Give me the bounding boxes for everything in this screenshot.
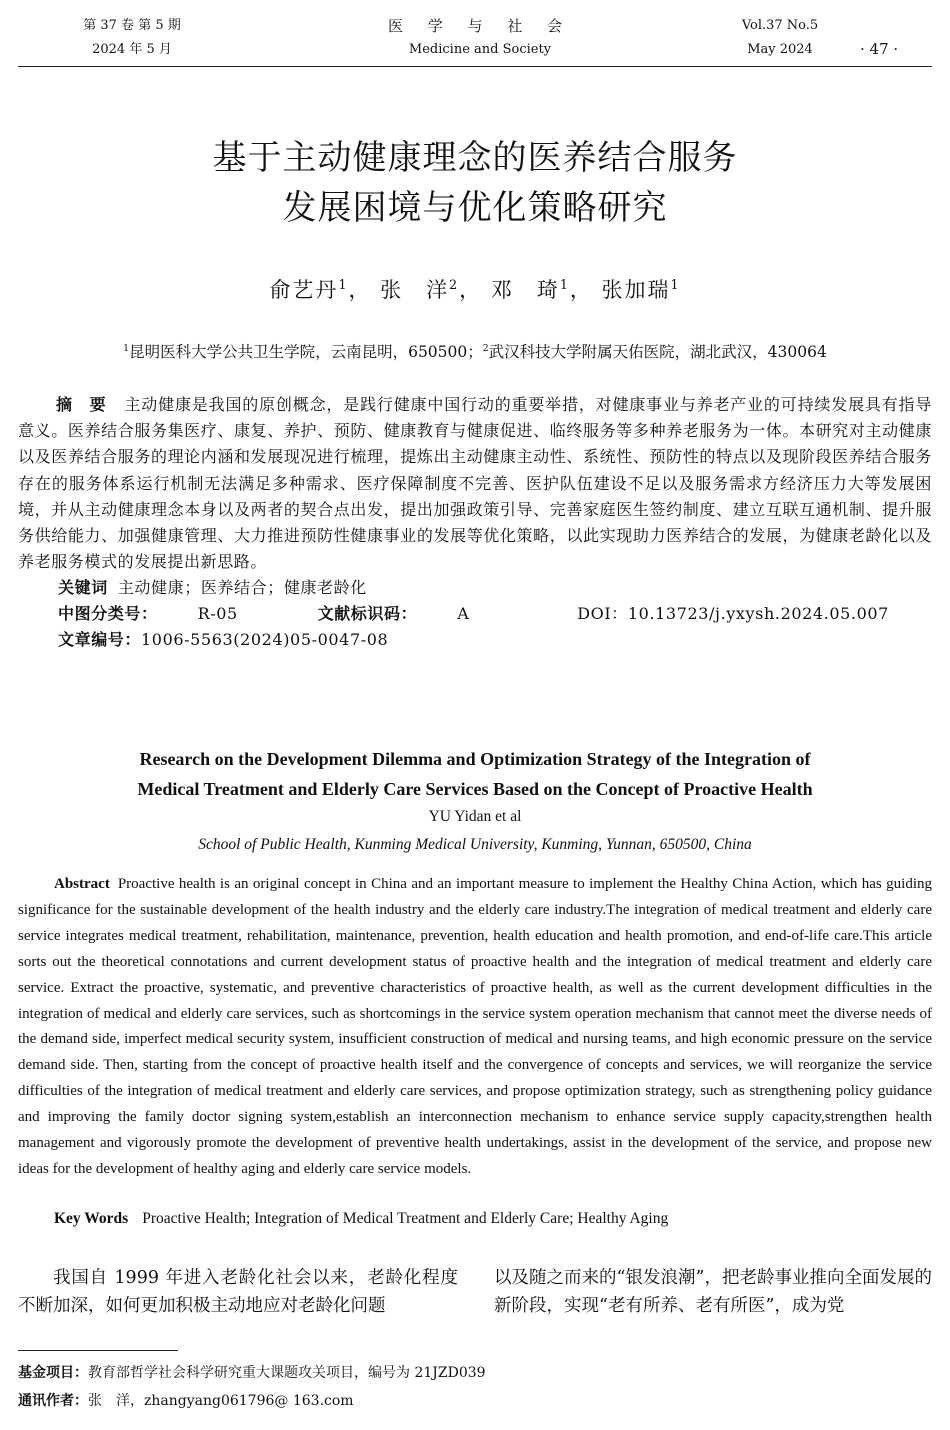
- article-number-label: 文章编号：: [58, 630, 142, 650]
- header-volume-cn: 第 37 卷 第 5 期: [83, 18, 181, 33]
- author-affil-mark: 1: [338, 277, 349, 292]
- author-affil-mark: 1: [670, 277, 681, 292]
- affil-text-2: 武汉科技大学附属天佑医院，湖北武汉，430064: [488, 343, 827, 361]
- header-date-en: May 2024: [747, 42, 813, 57]
- clc-label: 中图分类号：: [58, 604, 158, 624]
- header-journal-cn: 医 学 与 社 会: [387, 17, 573, 35]
- page-number: · 47 ·: [860, 40, 899, 58]
- en-title-line-2: Medical Treatment and Elderly Care Services Based on the Concept of Proactive Health: [137, 779, 813, 799]
- footnote-rule: [18, 1350, 178, 1351]
- doi: DOI：10.13723/j.yxysh.2024.05.007: [577, 604, 889, 624]
- header-journal-block: [380, 14, 580, 62]
- body-column-right: 以及随之而来的“银发浪潮”，把老龄事业推向全面发展的新阶段，实现“老有所养、老有所医”，成为党: [494, 1268, 932, 1316]
- header-volume-block: [62, 14, 202, 62]
- affiliation: [0, 340, 950, 362]
- fund-label: 基金项目：: [18, 1365, 88, 1381]
- doc-code-label: 文献标识码：: [317, 604, 418, 624]
- abstract-en: [18, 872, 932, 1183]
- en-title-line-1: Research on the Development Dilemma and Optimization Strategy of the Integration of: [139, 749, 811, 769]
- affil-text-1: 昆明医科大学公共卫生学院，云南昆明，650500；: [129, 343, 483, 361]
- header-rule: [18, 66, 932, 67]
- keywords-cn-label: 关键词: [58, 578, 108, 598]
- article-number-line: [18, 627, 932, 653]
- author-name: 俞艺丹: [269, 278, 339, 302]
- header-journal-en: Medicine and Society: [408, 42, 552, 57]
- keywords-en: [54, 1210, 668, 1228]
- header-volume-en: Vol.37 No.5: [741, 18, 819, 33]
- footnote-correspondence: [18, 1390, 354, 1410]
- abstract-cn-label: 摘 要: [56, 395, 107, 414]
- author-name: 邓 琦: [490, 278, 560, 302]
- en-title: [0, 744, 950, 804]
- body-column-left: 我国自 1999 年进入老龄化社会以来，老龄化程度不断加深，如何更加积极主动地应对老龄化问题: [18, 1268, 458, 1316]
- header-volume-en-block: [710, 14, 850, 62]
- article-number-value: 1006-5563(2024)05-0047-08: [141, 630, 389, 650]
- affil-mark-2: 2: [482, 342, 489, 354]
- author-affil-mark: 1: [559, 277, 570, 292]
- abstract-cn-text: 主动健康是我国的原创概念，是践行健康中国行动的重要举措，对健康事业与养老产业的可持续发展具有指导意义。医养结合服务集医疗、康复、养护、预防、健康教育与健康促进、临终服务等多种养老服务为一体。本研究对主动健康以及医养结合服务的理论内涵和发展现况进行梳理，提炼出主动健康主动性、系统性、预防性的特点以及现阶段医养结合服务存在的服务体系运行机制无法满足多种需求、医疗保障制度不完善、医护队伍建设不足以及服务需求方经济压力大等发展困境，并从主动健康理念本身以及两者的契合点出发，提出加强政策引导、完善家庭医生签约制度、建立互联互通机制、提升服务供给能力、加强健康管理、大力推进预防性健康事业的发展等优化策略，以此实现助力医养结合的发展，为健康老龄化以及养老服务模式的发展提出新思路。: [18, 395, 932, 572]
- clc-value: R-05: [197, 604, 238, 624]
- keywords-cn-text: 主动健康；医养结合；健康老龄化: [117, 578, 367, 598]
- doc-code-value: A: [457, 604, 470, 624]
- en-author: YU Yidan et al: [428, 808, 522, 825]
- en-affiliation: School of Public Health, Kunming Medical University, Kunming, Yunnan, 650500, China: [198, 836, 752, 853]
- header-date-cn: 2024 年 5 月: [92, 42, 172, 57]
- author-separator: ，: [459, 278, 483, 302]
- title-line-2: 发展困境与优化策略研究: [282, 188, 668, 228]
- fund-text: 教育部哲学社会科学研究重大课题攻关项目，编号为 21JZD039: [88, 1365, 486, 1381]
- keywords-en-label: Key Words: [54, 1210, 129, 1227]
- title-line-1: 基于主动健康理念的医养结合服务: [212, 138, 738, 178]
- abstract-cn: [18, 392, 932, 653]
- keywords-cn: [18, 575, 932, 601]
- author-separator: ，: [348, 278, 372, 302]
- corr-label: 通讯作者：: [18, 1393, 88, 1409]
- footnote-fund: [18, 1362, 486, 1382]
- corr-text: 张 洋，zhangyang061796@ 163.com: [88, 1393, 354, 1409]
- keywords-en-text: Proactive Health; Integration of Medical Treatment and Elderly Care; Healthy Aging: [142, 1210, 669, 1227]
- author-name: 张 洋: [380, 278, 450, 302]
- author-affil-mark: 2: [449, 277, 460, 292]
- author-name: 张加瑞: [601, 278, 671, 302]
- classification-line: [18, 601, 932, 627]
- author-list: [0, 274, 950, 304]
- abstract-en-label: Abstract: [54, 876, 110, 892]
- affil-mark-1: 1: [123, 342, 130, 354]
- abstract-en-text: Proactive health is an original concept in China and an important measure to implement the Healthy China Action, which has guiding significance for the sustainable development of the health industry and the elderly care industry.The integration of medical treatment and elderly care service integrates medical treatment, rehabilitation, maintenance, prevention, health education and health promotion, and end-of-life care.This article sorts out the theoretical connotations and current development status of proactive health and the integration of medical treatment and elderly care service. Extract the proactive, systematic, and preventive characteristics of proactive health, as well as the current development difficulties in the integration of medical and elderly care services, such as shortcomings in the service system operation mechanism that cannot meet the diverse needs of the demand side, imperfect medical security system, insufficient construction of medical and nursing teams, and high economic pressure on the service demand side. Then, starting from the concept of proactive health itself and the convergence of concepts and services, we will reorganize the service difficulties of the integration of medical treatment and elderly care services, and propose optimization strategy, such as strengthening policy guidance and improving the family doctor signing system,establish an interconnection mechanism to enhance service supply capacity,strengthen health management and vigorously promote the development of preventive health undertakings, assist in the development of the service, and propose new ideas for the development of healthy aging and elderly care service models.: [18, 876, 932, 1177]
- author-separator: ，: [569, 278, 593, 302]
